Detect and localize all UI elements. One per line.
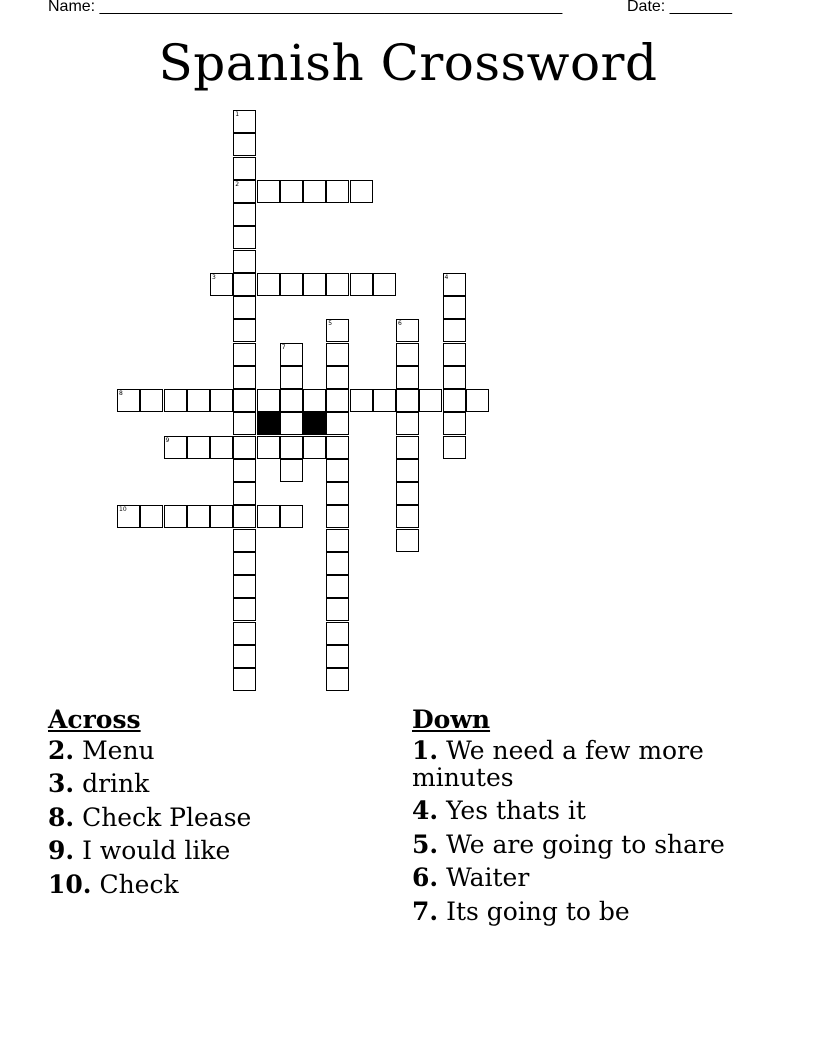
- grid-cell[interactable]: [210, 436, 233, 459]
- grid-cell[interactable]: [164, 505, 187, 528]
- clue-text: Waiter: [446, 863, 530, 892]
- grid-cell[interactable]: [233, 412, 256, 435]
- grid-cell[interactable]: [233, 575, 256, 598]
- clue-number-label: 8: [119, 390, 123, 397]
- grid-cell[interactable]: [280, 180, 303, 203]
- grid-cell[interactable]: [326, 529, 349, 552]
- grid-cell[interactable]: [303, 389, 326, 412]
- grid-cell[interactable]: [443, 436, 466, 459]
- grid-cell[interactable]: [280, 343, 303, 366]
- grid-cell[interactable]: [396, 319, 419, 342]
- clue-number-label: 6: [398, 320, 402, 328]
- clue-text: I would like: [82, 836, 231, 865]
- clue-number-label: 5: [328, 320, 333, 328]
- black-cell: [303, 412, 326, 435]
- grid-cell[interactable]: [280, 389, 303, 412]
- grid-cell[interactable]: [233, 552, 256, 575]
- date-field: Date: _______: [627, 0, 732, 15]
- grid-cell[interactable]: [233, 366, 256, 389]
- grid-cell[interactable]: [187, 389, 210, 412]
- across-clues: [48, 703, 388, 904]
- clue-number: 4.: [412, 796, 439, 825]
- grid-cell[interactable]: [303, 180, 326, 203]
- grid-cell[interactable]: [419, 389, 442, 412]
- grid-cell[interactable]: [117, 389, 140, 412]
- clue-number: 2.: [48, 735, 75, 765]
- grid-cell[interactable]: [443, 319, 466, 342]
- grid-cell[interactable]: [233, 505, 256, 528]
- grid-cell[interactable]: [326, 622, 349, 645]
- grid-cell[interactable]: [233, 482, 256, 505]
- across-clue: [48, 804, 388, 838]
- grid-cell[interactable]: [326, 180, 349, 203]
- grid-cell[interactable]: [233, 389, 256, 412]
- clue-number-label: 9: [165, 436, 170, 444]
- grid-cell[interactable]: [326, 273, 349, 296]
- grid-cell[interactable]: [396, 436, 419, 459]
- grid-cell[interactable]: [280, 273, 303, 296]
- grid-cell[interactable]: [326, 412, 349, 435]
- grid-cell[interactable]: [326, 482, 349, 505]
- grid-cell[interactable]: [396, 459, 419, 482]
- clue-number-label: 3: [212, 273, 216, 281]
- grid-cell[interactable]: [396, 389, 419, 412]
- grid-cell[interactable]: [466, 389, 489, 412]
- grid-cell[interactable]: [233, 296, 256, 319]
- grid-cell[interactable]: [233, 343, 256, 366]
- grid-cell[interactable]: [326, 436, 349, 459]
- clue-number-label: 10: [119, 506, 127, 514]
- clue-text: We are going to share: [446, 829, 725, 859]
- clue-text: We need a few more minutes: [412, 735, 704, 792]
- grid-cell[interactable]: [326, 505, 349, 528]
- grid-cell[interactable]: [443, 389, 466, 412]
- clue-number-label: 4: [444, 273, 449, 281]
- grid-cell[interactable]: [140, 389, 163, 412]
- grid-cell[interactable]: [280, 366, 303, 389]
- grid-cell[interactable]: [396, 366, 419, 389]
- clue-number: 1.: [412, 735, 439, 765]
- grid-cell[interactable]: [233, 529, 256, 552]
- grid-cell[interactable]: [326, 319, 349, 342]
- grid-cell[interactable]: [443, 343, 466, 366]
- clue-number: 10.: [48, 869, 92, 899]
- grid-cell[interactable]: [187, 436, 210, 459]
- grid-cell[interactable]: [233, 319, 256, 342]
- grid-cell[interactable]: [233, 645, 256, 668]
- grid-cell[interactable]: [350, 180, 373, 203]
- grid-cell[interactable]: [257, 505, 280, 528]
- down-heading: Down: [412, 705, 491, 734]
- down-clue: [412, 864, 772, 898]
- grid-cell[interactable]: [280, 436, 303, 459]
- clue-number: 7.: [412, 896, 439, 926]
- grid-cell[interactable]: [257, 389, 280, 412]
- across-clue: [48, 737, 388, 771]
- grid-cell[interactable]: [140, 505, 163, 528]
- grid-cell[interactable]: [350, 389, 373, 412]
- grid-cell[interactable]: [233, 459, 256, 482]
- grid-cell[interactable]: [210, 389, 233, 412]
- grid-cell[interactable]: [396, 529, 419, 552]
- grid-cell[interactable]: [396, 412, 419, 435]
- grid-cell[interactable]: [326, 343, 349, 366]
- grid-cell[interactable]: [233, 133, 256, 156]
- across-clue: [48, 837, 388, 871]
- grid-cell[interactable]: [233, 622, 256, 645]
- grid-cell[interactable]: [443, 273, 466, 296]
- clue-text: Its going to be: [446, 896, 630, 926]
- grid-cell[interactable]: [117, 505, 140, 528]
- clue-text: drink: [82, 769, 150, 798]
- grid-cell[interactable]: [326, 459, 349, 482]
- grid-cell[interactable]: [233, 226, 256, 249]
- grid-cell[interactable]: [373, 273, 396, 296]
- grid-cell[interactable]: [233, 436, 256, 459]
- grid-cell[interactable]: [303, 273, 326, 296]
- clue-number-label: 7: [281, 343, 286, 351]
- clue-text: Yes thats it: [446, 796, 586, 825]
- down-clues: [412, 703, 772, 931]
- grid-cell[interactable]: [326, 668, 349, 691]
- clue-text: Check Please: [82, 802, 252, 832]
- down-clue: [412, 831, 772, 865]
- clue-number: 6.: [412, 863, 439, 892]
- clue-text: Menu: [82, 735, 155, 765]
- grid-cell[interactable]: [187, 505, 210, 528]
- down-clue: [412, 797, 772, 831]
- clue-number-label: 2: [235, 180, 240, 188]
- down-clue: [412, 898, 772, 932]
- grid-cell[interactable]: [233, 668, 256, 691]
- grid-cell[interactable]: [210, 505, 233, 528]
- down-clue: [412, 737, 772, 798]
- grid-cell[interactable]: [396, 505, 419, 528]
- grid-cell[interactable]: [443, 412, 466, 435]
- grid-cell[interactable]: [280, 505, 303, 528]
- grid-cell[interactable]: [443, 296, 466, 319]
- grid-cell[interactable]: [326, 575, 349, 598]
- clue-number: 9.: [48, 836, 75, 865]
- grid-cell[interactable]: [210, 273, 233, 296]
- grid-cell[interactable]: [396, 343, 419, 366]
- grid-cell[interactable]: [350, 273, 373, 296]
- grid-cell[interactable]: [326, 552, 349, 575]
- grid-cell[interactable]: [303, 436, 326, 459]
- grid-cell[interactable]: [164, 389, 187, 412]
- grid-cell[interactable]: [326, 645, 349, 668]
- clue-number: 5.: [412, 829, 439, 859]
- grid-cell[interactable]: [443, 366, 466, 389]
- grid-cell[interactable]: [280, 412, 303, 435]
- grid-cell[interactable]: [233, 250, 256, 273]
- grid-cell[interactable]: [257, 436, 280, 459]
- grid-cell[interactable]: [326, 366, 349, 389]
- grid-cell[interactable]: [164, 436, 187, 459]
- clue-number-label: 1: [235, 111, 240, 118]
- grid-cell[interactable]: [257, 273, 280, 296]
- grid-cell[interactable]: [233, 598, 256, 621]
- across-clue: [48, 871, 388, 905]
- grid-cell[interactable]: [233, 157, 256, 180]
- grid-cell[interactable]: [396, 482, 419, 505]
- across-clue: [48, 770, 388, 804]
- grid-cell[interactable]: [233, 203, 256, 226]
- across-heading: Across: [48, 705, 141, 734]
- clue-number: 8.: [48, 802, 75, 832]
- grid-cell[interactable]: [326, 389, 349, 412]
- grid-cell[interactable]: [280, 459, 303, 482]
- name-field: Name: ____________________________________________________: [48, 0, 563, 15]
- page-title: Spanish Crossword: [158, 34, 658, 92]
- grid-cell[interactable]: [233, 110, 256, 133]
- black-cell: [257, 412, 280, 435]
- clue-number: 3.: [48, 769, 75, 798]
- clue-text: Check: [99, 869, 179, 899]
- grid-cell[interactable]: [233, 180, 256, 203]
- grid-cell[interactable]: [257, 180, 280, 203]
- grid-cell[interactable]: [373, 389, 396, 412]
- grid-cell[interactable]: [326, 598, 349, 621]
- grid-cell[interactable]: [233, 273, 256, 296]
